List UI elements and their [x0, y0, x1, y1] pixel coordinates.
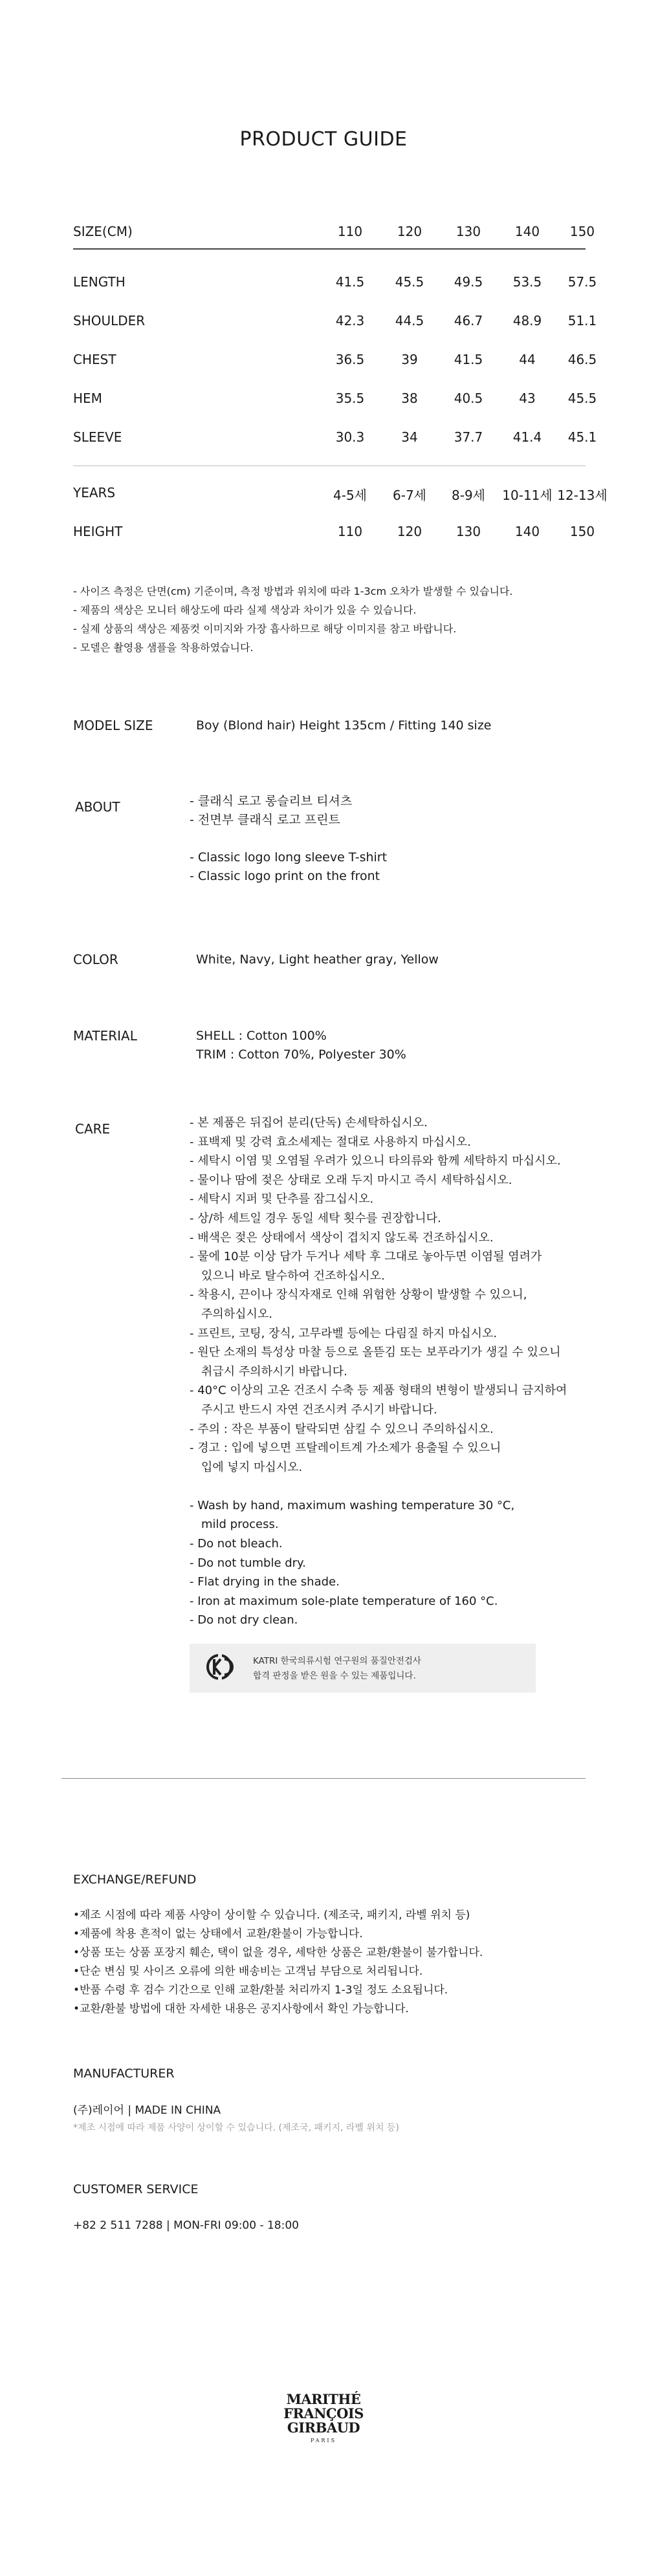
table-cell: 46.5	[567, 352, 597, 367]
customer-service-title: CUSTOMER SERVICE	[73, 2182, 199, 2196]
care-line: 취급시 주의하시기 바랍니다.	[201, 1364, 347, 1379]
row-label: HEM	[73, 391, 102, 406]
table-cell: 150	[569, 524, 595, 539]
care-line: - Do not dry clean.	[190, 1613, 298, 1627]
table-cell: 120	[397, 524, 422, 539]
page-title: PRODUCT GUIDE	[239, 128, 408, 151]
customer-service-value: +82 2 511 7288 | MON-FRI 09:00 - 18:00	[73, 2219, 299, 2232]
row-label: CHEST	[73, 352, 116, 367]
table-cell: 30.3	[335, 429, 365, 445]
care-line: - Flat drying in the shade.	[190, 1575, 340, 1589]
color-label: COLOR	[73, 952, 118, 967]
size-header-label: SIZE(CM)	[73, 224, 133, 239]
table-cell: 34	[401, 429, 418, 445]
section-divider	[61, 1778, 586, 1779]
material-shell: SHELL : Cotton 100%	[196, 1029, 327, 1043]
note-line: - 제품의 색상은 모니터 해상도에 따라 실제 색상과 차이가 있을 수 있습니다.	[73, 604, 417, 616]
kc-certification-icon	[205, 1653, 234, 1684]
table-cell: 40.5	[454, 391, 483, 406]
table-row-height	[73, 524, 595, 550]
table-cell: 51.1	[567, 313, 597, 328]
exchange-line: •상품 또는 상품 포장지 훼손, 택이 없을 경우, 세탁한 상품은 교환/환불이 불가합니다.	[73, 1946, 483, 1959]
table-cell: 41.5	[335, 274, 365, 290]
care-line: - Iron at maximum sole-plate temperature of 160 °C.	[190, 1594, 498, 1608]
table-row	[73, 429, 597, 455]
table-cell: 46.7	[454, 313, 483, 328]
note-line: - 사이즈 측정은 단면(cm) 기준이며, 측정 방법과 위치에 따라 1-3cm 오차가 발생할 수 있습니다.	[73, 585, 513, 597]
note-line: - 실제 상품의 색상은 제품컷 이미지와 가장 흡사하므로 해당 이미지를 참고 바랍니다.	[73, 623, 457, 635]
care-list	[190, 1113, 567, 1630]
table-cell: 10-11세	[502, 488, 553, 503]
table-cell: 38	[401, 391, 418, 406]
care-line: - Wash by hand, maximum washing temperature 30 °C,	[190, 1498, 515, 1512]
table-cell: 45.5	[395, 274, 424, 290]
table-cell: 110	[337, 524, 363, 539]
katri-line: KATRI 한국의류시험 연구원의 품질안전검사	[253, 1656, 421, 1666]
table-cell: 42.3	[335, 313, 365, 328]
care-line: - 본 제품은 뒤집어 분리(단독) 손세탁하십시오.	[190, 1116, 428, 1130]
brand-logo-line: GIRBAUD	[287, 2420, 360, 2436]
table-cell: 49.5	[454, 274, 483, 290]
table-cell: 36.5	[335, 352, 365, 367]
model-size-text: Boy (Blond hair) Height 135cm / Fitting 140 size	[196, 718, 492, 733]
brand-logo-sub: PARIS	[310, 2438, 337, 2443]
about-line: - 전면부 클래식 로고 프린트	[190, 813, 340, 827]
care-line: - 표백제 및 강력 효소세제는 절대로 사용하지 마십시오.	[190, 1135, 471, 1149]
exchange-line: •제조 시점에 따라 제품 사양이 상이할 수 있습니다. (제조국, 패키지, 라벨 위치 등)	[73, 1909, 470, 1922]
table-cell: 6-7세	[393, 488, 426, 503]
exchange-line: •교환/환불 방법에 대한 자세한 내용은 공지사항에서 확인 가능합니다.	[73, 2002, 409, 2015]
about-line: - Classic logo long sleeve T-shirt	[190, 850, 388, 864]
exchange-line: •단순 변심 및 사이즈 오류에 의한 배송비는 고객님 부담으로 처리됩니다.	[73, 1965, 423, 1978]
about-body	[190, 792, 387, 886]
table-cell: 4-5세	[333, 488, 367, 503]
material-label: MATERIAL	[73, 1028, 137, 1044]
manufacturer-title: MANUFACTURER	[73, 2066, 175, 2081]
about-line: - 클래식 로고 롱슬리브 티셔츠	[190, 794, 353, 808]
care-line: - 원단 소재의 특성상 마찰 등으로 올뜯김 또는 보푸라기가 생길 수 있으니	[190, 1346, 561, 1360]
size-col: 110	[337, 224, 363, 239]
exchange-title: EXCHANGE/REFUND	[73, 1873, 197, 1887]
size-col: 140	[514, 224, 540, 239]
size-col: 130	[455, 224, 481, 239]
row-label: SLEEVE	[73, 429, 122, 445]
care-line: - 물이나 땀에 젖은 상태로 오래 두지 마시고 즉시 세탁하십시오.	[190, 1173, 512, 1187]
exchange-line: •반품 수령 후 검수 기간으로 인해 교환/환불 처리까지 1-3일 정도 소요됩니다.	[73, 1984, 448, 1997]
table-row-years	[73, 485, 608, 511]
care-line: - 상/하 세트일 경우 동일 세탁 횟수를 권장합니다.	[190, 1211, 441, 1225]
row-label: YEARS	[73, 485, 116, 500]
table-cell: 8-9세	[452, 488, 485, 503]
size-table	[73, 224, 608, 553]
material-body	[196, 1027, 406, 1064]
care-line: - 주의 : 작은 부품이 탈락되면 삼킬 수 있으니 주의하십시오.	[190, 1422, 494, 1436]
table-cell: 39	[401, 352, 418, 367]
material-trim: TRIM : Cotton 70%, Polyester 30%	[196, 1047, 406, 1062]
row-label: LENGTH	[73, 274, 126, 290]
care-line: - 배색은 젖은 상태에서 색상이 겹치지 않도록 건조하십시오.	[190, 1230, 494, 1245]
row-label: SHOULDER	[73, 313, 146, 328]
care-line: - Do not bleach.	[190, 1537, 283, 1551]
table-cell: 12-13세	[557, 488, 608, 503]
exchange-list	[73, 1906, 483, 2019]
care-line: mild process.	[201, 1518, 279, 1532]
color-body	[196, 950, 439, 969]
row-label: HEIGHT	[73, 524, 123, 539]
care-line: - 착용시, 끈이나 장식자재로 인해 위험한 상황이 발생할 수 있으니,	[190, 1288, 527, 1302]
table-cell: 45.1	[567, 429, 597, 445]
table-cell: 41.5	[454, 352, 483, 367]
about-line: - Classic logo print on the front	[190, 869, 380, 883]
care-line: 입에 넣지 마십시오.	[201, 1460, 303, 1474]
table-row	[73, 313, 597, 339]
katri-line: 합격 판정을 받은 원을 수 있는 제품입니다.	[253, 1671, 416, 1681]
care-line: 있으니 바로 탈수하여 건조하십시오.	[201, 1269, 385, 1283]
table-cell: 130	[455, 524, 481, 539]
table-cell: 45.5	[567, 391, 597, 406]
katri-text	[253, 1654, 421, 1684]
model-size-label: MODEL SIZE	[73, 718, 153, 733]
table-cell: 43	[519, 391, 536, 406]
care-line: 주의하십시오.	[201, 1307, 273, 1321]
table-cell: 57.5	[567, 274, 597, 290]
table-cell: 41.4	[512, 429, 542, 445]
care-line: - 40°C 이상의 고온 건조시 수축 등 제품 형태의 변형이 발생되니 금지하여	[190, 1384, 567, 1398]
table-cell: 53.5	[512, 274, 542, 290]
size-col: 120	[397, 224, 422, 239]
table-row	[73, 274, 597, 300]
care-line: - 세탁시 이염 및 오염될 우려가 있으니 타의류와 함께 세탁하지 마십시오.	[190, 1154, 561, 1168]
table-cell: 140	[514, 524, 540, 539]
table-cell: 44.5	[395, 313, 424, 328]
care-line: - Do not tumble dry.	[190, 1556, 306, 1570]
care-line: - 프린트, 코팅, 장식, 고무라벨 등에는 다림질 하지 마십시오.	[190, 1326, 498, 1340]
model-size-value	[196, 716, 492, 735]
care-line: - 경고 : 입에 넣으면 프탈레이트계 가소제가 용출될 수 있으니	[190, 1441, 501, 1455]
katri-certification-box	[190, 1644, 536, 1693]
manufacturer-value: (주)레이어 | MADE IN CHINA	[73, 2104, 221, 2117]
size-header-row	[73, 224, 595, 250]
care-line: 주시고 반드시 자연 건조시켜 주시기 바랍니다.	[201, 1402, 437, 1417]
care-label: CARE	[75, 1121, 111, 1137]
table-row	[73, 391, 597, 416]
table-cell: 44	[519, 352, 536, 367]
manufacturer-note: *제조 시점에 따라 제품 사양이 상이할 수 있습니다. (제조국, 패키지, 라벨 위치 등)	[73, 2123, 399, 2133]
table-cell: 48.9	[512, 313, 542, 328]
brand-logo-line: FRANÇOIS	[283, 2405, 364, 2421]
size-notes	[73, 582, 513, 657]
about-label: ABOUT	[75, 799, 120, 815]
table-cell: 35.5	[335, 391, 365, 406]
about-line	[190, 830, 387, 848]
table-cell: 37.7	[454, 429, 483, 445]
table-row	[73, 352, 597, 378]
brand-logo	[276, 2392, 371, 2443]
care-line	[190, 1477, 567, 1496]
care-line: - 물에 10분 이상 담가 두거나 세탁 후 그대로 놓아두면 이염될 염려가	[190, 1250, 542, 1264]
brand-logo-line: MARITHÉ	[286, 2391, 361, 2407]
table-header-divider	[73, 248, 586, 250]
care-line: - 세탁시 지퍼 및 단추를 잠그십시오.	[190, 1192, 374, 1207]
color-value: White, Navy, Light heather gray, Yellow	[196, 952, 439, 967]
note-line: - 모델은 촬영용 샘플을 착용하였습니다.	[73, 641, 254, 654]
size-col: 150	[569, 224, 595, 239]
exchange-line: •제품에 착용 흔적이 없는 상태에서 교환/환불이 가능합니다.	[73, 1927, 363, 1940]
